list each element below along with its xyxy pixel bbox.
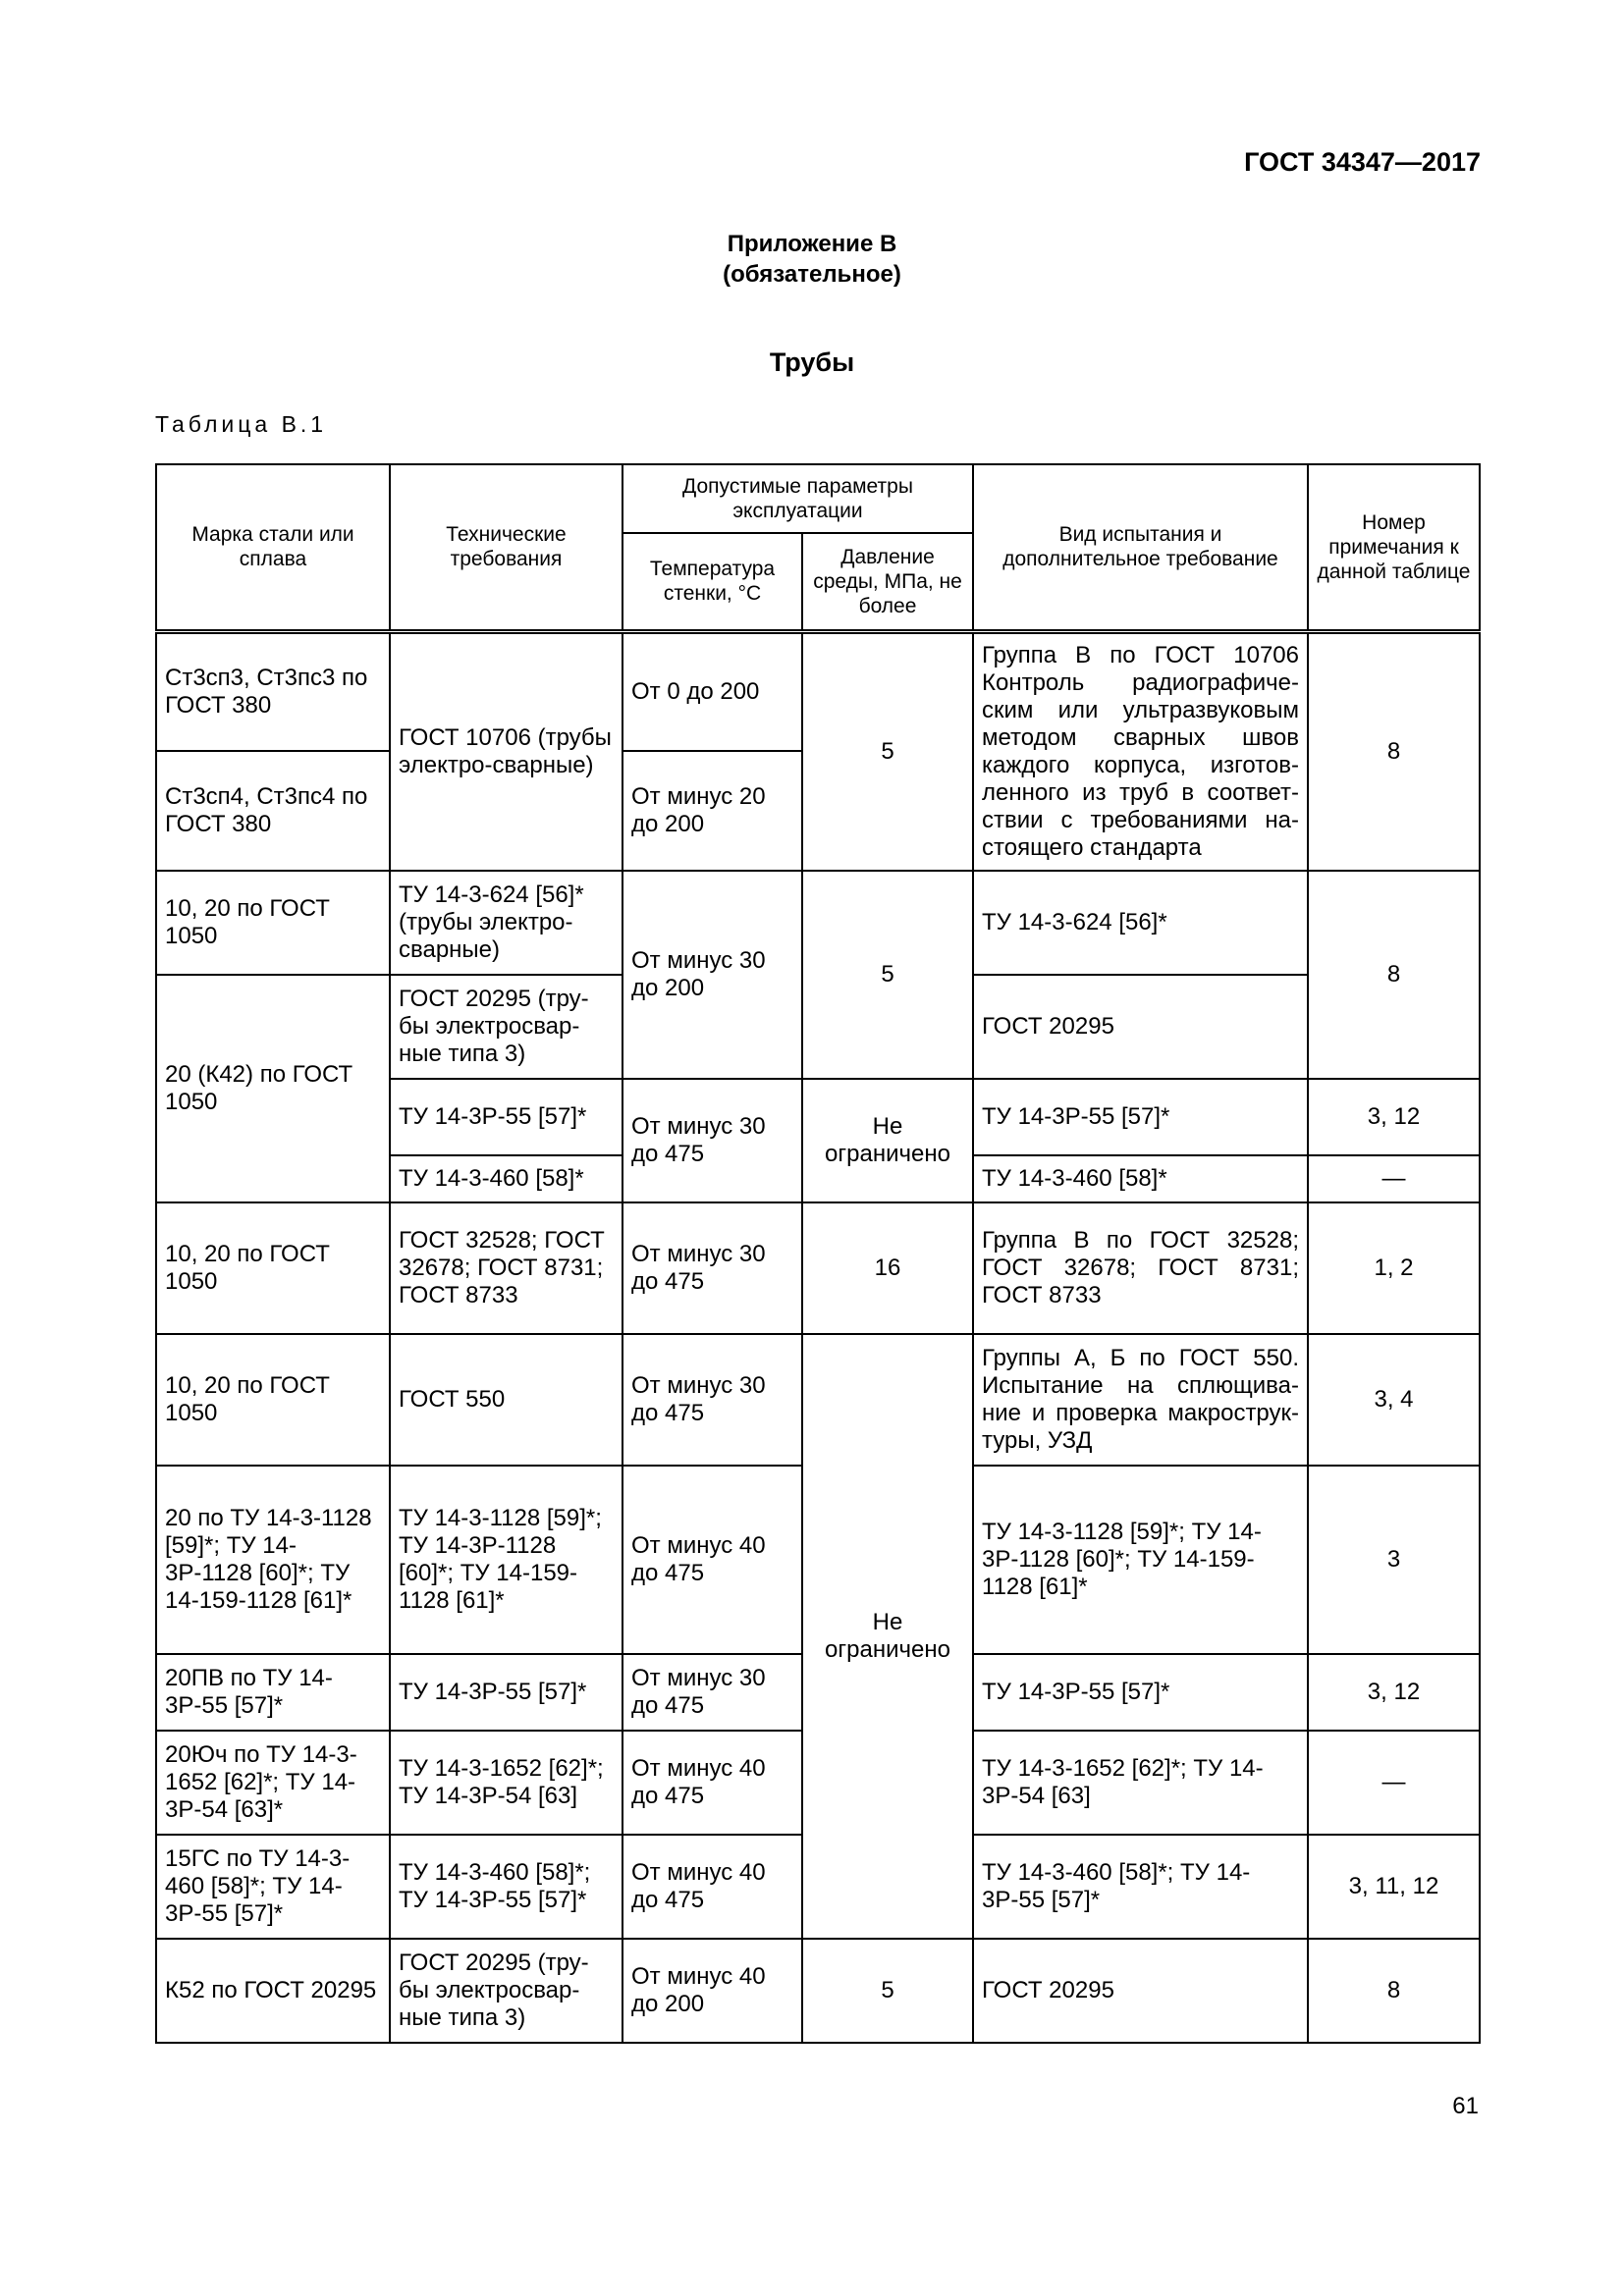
pressure-cell: Не ограничено xyxy=(802,1079,973,1202)
pressure-cell: 5 xyxy=(802,631,973,871)
temp-cell: От минус 30 до 475 xyxy=(623,1079,802,1202)
temp-cell: От минус 30 до 200 xyxy=(623,871,802,1079)
test-cell: ТУ 14-3-1652 [62]*; ТУ 14-3Р-54 [63] xyxy=(973,1731,1308,1835)
pressure-cell: 16 xyxy=(802,1202,973,1334)
temp-cell: От минус 40 до 475 xyxy=(623,1835,802,1939)
temp-cell: От 0 до 200 xyxy=(623,631,802,751)
tech-cell: ТУ 14-3-624 [56]* (трубы электро-сварные) xyxy=(390,871,623,975)
grade-cell: 20ПВ по ТУ 14-3Р-55 [57]* xyxy=(156,1654,390,1731)
pipes-table xyxy=(155,463,1481,2044)
test-cell: Группы А, Б по ГОСТ 550. Испытание на сплющива-ние и проверка макрострук-туры, УЗД xyxy=(973,1334,1308,1466)
note-cell: 3, 11, 12 xyxy=(1308,1835,1480,1939)
pressure-cell: Не ограничено xyxy=(802,1334,973,1939)
temp-cell: От минус 20 до 200 xyxy=(623,751,802,871)
grade-cell: 10, 20 по ГОСТ 1050 xyxy=(156,1202,390,1334)
grade-cell: 20 по ТУ 14-3-1128 [59]*; ТУ 14-3Р-1128 [60]*; ТУ 14-159-1128 [61]* xyxy=(156,1466,390,1654)
col-header-grade: Марка стали или сплава xyxy=(156,464,390,631)
note-cell: 8 xyxy=(1308,631,1480,871)
grade-cell: 15ГС по ТУ 14-3-460 [58]*; ТУ 14-3Р-55 [57]* xyxy=(156,1835,390,1939)
test-cell: ТУ 14-3-460 [58]* xyxy=(973,1155,1308,1202)
pressure-cell: 5 xyxy=(802,1939,973,2043)
note-cell: 8 xyxy=(1308,871,1480,1079)
note-cell: 3, 12 xyxy=(1308,1079,1480,1155)
note-cell: 1, 2 xyxy=(1308,1202,1480,1334)
test-cell: ТУ 14-3Р-55 [57]* xyxy=(973,1079,1308,1155)
grade-cell: 10, 20 по ГОСТ 1050 xyxy=(156,1334,390,1466)
test-cell: ТУ 14-3-1128 [59]*; ТУ 14-3Р-1128 [60]*; ТУ 14-159-1128 [61]* xyxy=(973,1466,1308,1654)
grade-cell: 10, 20 по ГОСТ 1050 xyxy=(156,871,390,975)
col-header-test: Вид испытания и дополнительное требование xyxy=(973,464,1308,631)
grade-cell: К52 по ГОСТ 20295 xyxy=(156,1939,390,2043)
col-header-tech: Технические требования xyxy=(390,464,623,631)
tech-cell: ТУ 14-3-460 [58]* xyxy=(390,1155,623,1202)
tech-cell: ГОСТ 20295 (тру-бы электросвар-ные типа 3) xyxy=(390,975,623,1079)
table-row xyxy=(156,1939,1480,2043)
appendix-status: (обязательное) xyxy=(723,261,901,288)
grade-cell: 20 (К42) по ГОСТ 1050 xyxy=(156,975,390,1202)
table-row xyxy=(156,631,1480,751)
tech-cell: ТУ 14-3Р-55 [57]* xyxy=(390,1079,623,1155)
grade-cell: Ст3сп4, Ст3пс4 по ГОСТ 380 xyxy=(156,751,390,871)
table-label: Таблица В.1 xyxy=(155,411,328,437)
note-cell: 3 xyxy=(1308,1466,1480,1654)
temp-cell: От минус 40 до 200 xyxy=(623,1939,802,2043)
section-title: Трубы xyxy=(769,347,855,377)
tech-cell: ГОСТ 550 xyxy=(390,1334,623,1466)
tech-cell: ТУ 14-3-460 [58]*; ТУ 14-3Р-55 [57]* xyxy=(390,1835,623,1939)
test-cell: ГОСТ 20295 xyxy=(973,1939,1308,2043)
tech-cell: ГОСТ 10706 (трубы электро-сварные) xyxy=(390,631,623,871)
col-header-note: Номер примечания к данной таблице xyxy=(1308,464,1480,631)
table-row xyxy=(156,1202,1480,1334)
temp-cell: От минус 40 до 475 xyxy=(623,1731,802,1835)
note-cell: — xyxy=(1308,1155,1480,1202)
temp-cell: От минус 30 до 475 xyxy=(623,1202,802,1334)
test-cell: ГОСТ 20295 xyxy=(973,975,1308,1079)
appendix-heading xyxy=(0,229,1624,290)
temp-cell: От минус 40 до 475 xyxy=(623,1466,802,1654)
grade-cell: Ст3сп3, Ст3пс3 по ГОСТ 380 xyxy=(156,631,390,751)
appendix-title: Приложение В xyxy=(727,231,897,257)
temp-cell: От минус 30 до 475 xyxy=(623,1334,802,1466)
note-cell: 8 xyxy=(1308,1939,1480,2043)
test-cell: ТУ 14-3-460 [58]*; ТУ 14-3Р-55 [57]* xyxy=(973,1835,1308,1939)
page-number: 61 xyxy=(1452,2093,1479,2119)
tech-cell: ТУ 14-3-1128 [59]*; ТУ 14-3Р-1128 [60]*; ТУ 14-159-1128 [61]* xyxy=(390,1466,623,1654)
table-row xyxy=(156,871,1480,975)
tech-cell: ТУ 14-3Р-55 [57]* xyxy=(390,1654,623,1731)
table-row xyxy=(156,1334,1480,1466)
col-header-params: Допустимые параметры эксплуатации xyxy=(623,464,973,533)
temp-cell: От минус 30 до 475 xyxy=(623,1654,802,1731)
col-header-pressure: Давление среды, МПа, не более xyxy=(802,533,973,631)
note-cell: 3, 4 xyxy=(1308,1334,1480,1466)
tech-cell: ТУ 14-3-1652 [62]*; ТУ 14-3Р-54 [63] xyxy=(390,1731,623,1835)
test-cell: Группа В по ГОСТ 32528; ГОСТ 32678; ГОСТ 8731; ГОСТ 8733 xyxy=(973,1202,1308,1334)
tech-cell: ГОСТ 32528; ГОСТ 32678; ГОСТ 8731; ГОСТ 8733 xyxy=(390,1202,623,1334)
test-cell: ТУ 14-3-624 [56]* xyxy=(973,871,1308,975)
test-cell: ТУ 14-3Р-55 [57]* xyxy=(973,1654,1308,1731)
test-cell: Группа В по ГОСТ 10706 Контроль радиографиче-ским или ультразвуковым методом сварных швов каждого корпуса, изготов-ленного из труб в соответ-ствии с требованиями на-стоящего стандарта xyxy=(973,631,1308,871)
note-cell: 3, 12 xyxy=(1308,1654,1480,1731)
note-cell: — xyxy=(1308,1731,1480,1835)
standard-designation: ГОСТ 34347—2017 xyxy=(1244,147,1481,177)
tech-cell: ГОСТ 20295 (тру-бы электросвар-ные типа 3) xyxy=(390,1939,623,2043)
pressure-cell: 5 xyxy=(802,871,973,1079)
col-header-temp: Температура стенки, °С xyxy=(623,533,802,631)
grade-cell: 20Юч по ТУ 14-3-1652 [62]*; ТУ 14-3Р-54 [63]* xyxy=(156,1731,390,1835)
